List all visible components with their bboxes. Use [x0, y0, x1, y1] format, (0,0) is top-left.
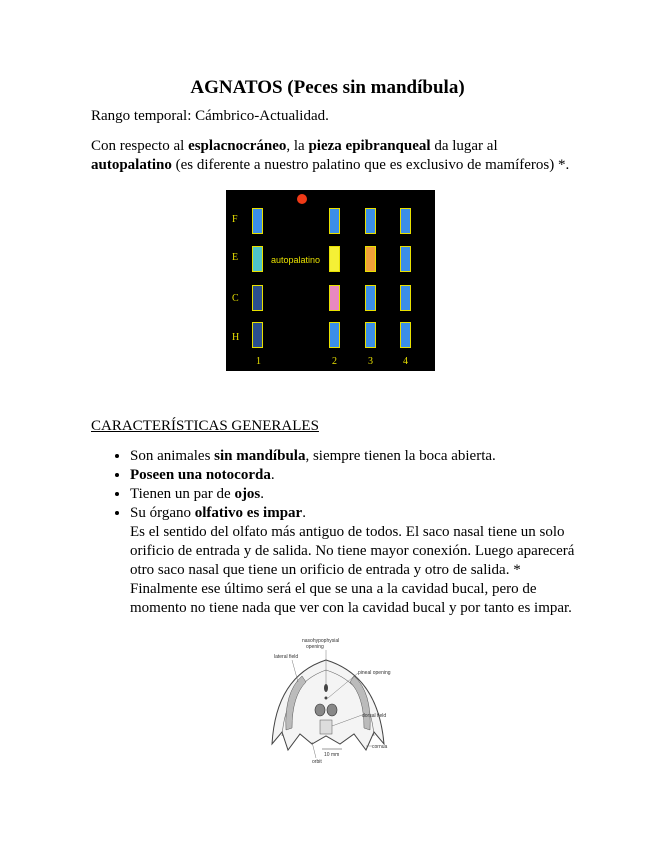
page-title: AGNATOS (Peces sin mandíbula) [190, 77, 465, 98]
dorsal-field [320, 720, 332, 734]
col-label: 3 [368, 356, 373, 367]
block-F1 [252, 208, 263, 234]
label-scale: 10 mm [324, 752, 340, 758]
label-dorsal-field: dorsal field [362, 713, 387, 719]
block-H4 [400, 322, 411, 348]
text-run: Tienen un par de [130, 486, 235, 502]
block-F4 [400, 208, 411, 234]
bold-term: ojos [234, 486, 261, 502]
list-item [130, 504, 585, 618]
pineal-opening [325, 697, 328, 700]
label-opening: opening [306, 644, 324, 650]
cartilage-diagram [226, 190, 435, 371]
autopalatino-label: autopalatino [271, 255, 321, 265]
text-run: . [302, 505, 306, 521]
list-item [130, 466, 585, 485]
olfactory-description: Es el sentido del olfato más antiguo de todos. El saco nasal tiene un solo orificio de entrada y de salida. No tiene mayor conexión. Luego aparecerá otro saco nasal que tiene un orificio de entrada y otro de salida. * Finalmente ese último será el que se una a la cavidad bucal, pero de momento no tiene nada que ver con la cavidad bucal y por tanto es impar. [130, 524, 575, 616]
bold-term: olfativo es impar [194, 505, 303, 521]
row-label: E [232, 252, 239, 263]
bold-term: autopalatino [91, 157, 172, 173]
label-lateral-field: lateral field [274, 654, 299, 660]
bold-term: pieza epibranqueal [308, 138, 431, 154]
block-E4 [400, 246, 411, 272]
head-shield-diagram [262, 636, 398, 764]
text-run: Con respecto al [91, 138, 189, 154]
red-dot-marker [297, 194, 307, 204]
text-run: da lugar al [430, 138, 498, 154]
text-run: Su órgano [130, 505, 195, 521]
list-item [130, 485, 585, 504]
list-item [130, 447, 585, 466]
text-run: , siempre tienen la boca abierta. [305, 448, 496, 464]
col-label: 2 [332, 356, 337, 367]
block-H1 [252, 322, 263, 348]
row-label: H [232, 332, 240, 343]
characteristics-list [111, 447, 585, 618]
block-H2 [329, 322, 340, 348]
block-C2 [329, 285, 340, 311]
block-F2 [329, 208, 340, 234]
label-nasohypophysial: nasohypophysial [302, 638, 340, 644]
block-C4 [400, 285, 411, 311]
bold-term: sin mandíbula [214, 448, 306, 464]
nasohypophysial-opening [324, 684, 328, 692]
block-E3 [365, 246, 376, 272]
block-C1 [252, 285, 263, 311]
label-cornua: cornua [372, 744, 388, 750]
bold-term: Poseen una notocorda [130, 467, 271, 483]
text-run: Son animales [130, 448, 215, 464]
temporal-range: Rango temporal: Cámbrico-Actualidad. [91, 108, 329, 124]
label-orbit: orbit [312, 759, 322, 764]
label-pineal-opening: pineal opening [358, 670, 391, 676]
section-heading: CARACTERÍSTICAS GENERALES [91, 418, 319, 434]
intro-paragraph [91, 137, 571, 175]
text-run: (es diferente a nuestro palatino que es exclusivo de mamíferos) *. [171, 157, 570, 173]
bold-term: esplacnocráneo [188, 138, 287, 154]
block-C3 [365, 285, 376, 311]
block-E2 [329, 246, 340, 272]
head-shield-illustration [262, 636, 398, 764]
text-run: . [260, 486, 265, 502]
col-label: 1 [256, 356, 261, 367]
orbit-right [327, 704, 337, 716]
row-label: C [232, 293, 239, 304]
block-F3 [365, 208, 376, 234]
text-run: , la [286, 138, 309, 154]
block-E1 [252, 246, 263, 272]
text-run: . [270, 467, 275, 483]
col-label: 4 [403, 356, 408, 367]
orbit-left [315, 704, 325, 716]
leader-line [312, 742, 316, 758]
block-H3 [365, 322, 376, 348]
row-label: F [232, 214, 238, 225]
